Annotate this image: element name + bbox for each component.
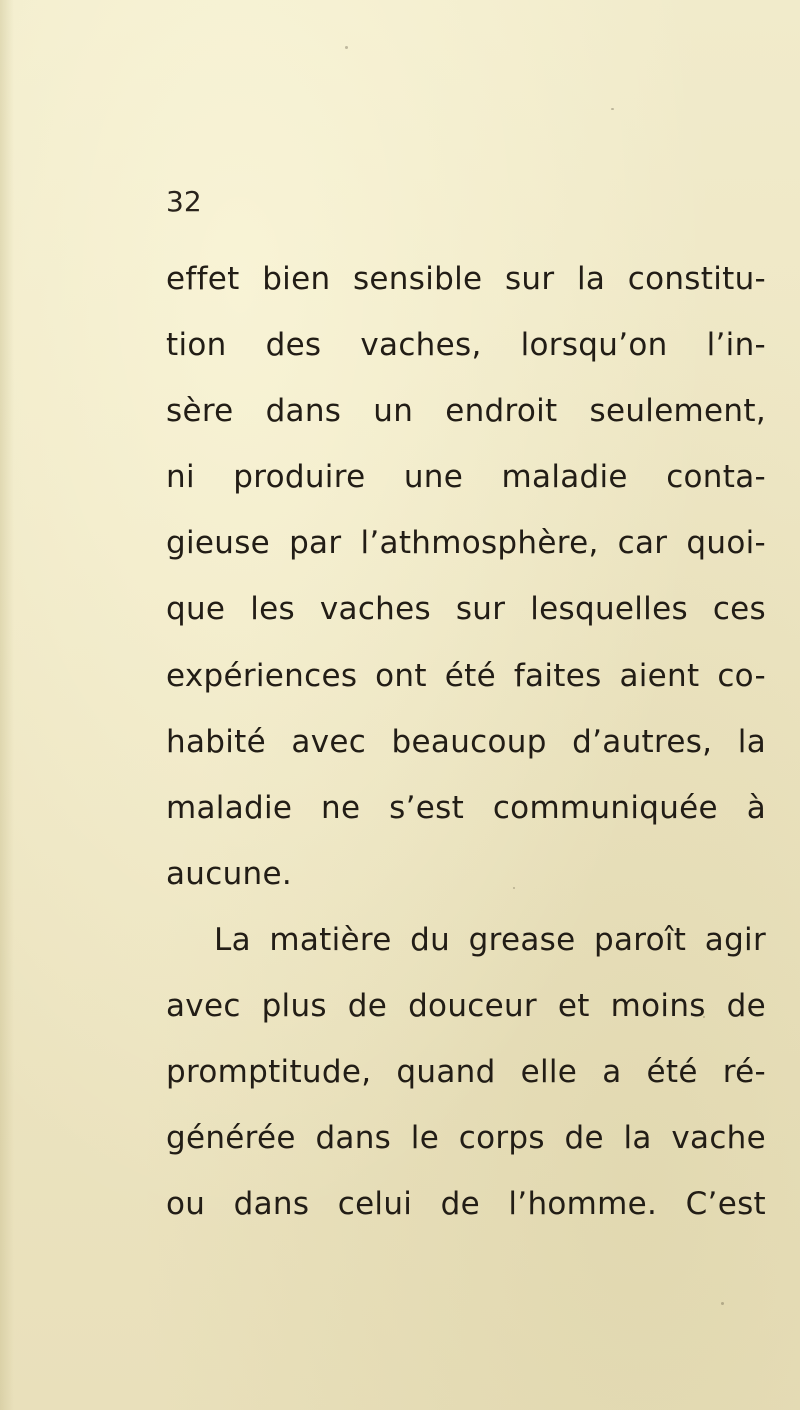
text-line: aucune. [166,855,293,892]
text-line: ou dans celui de l’homme. C’est [166,1186,766,1223]
text-line: habité avec beaucoup d’autres, la [166,723,766,760]
paper-speck [611,108,614,110]
text-line: ni produire une maladie conta- [166,459,766,496]
page-edge-shadow [0,0,14,1410]
text-line: effet bien sensible sur la constitu- [166,261,766,297]
text-line-paragraph-start: La matière du grease paroît agir [214,921,766,958]
paper-speck [345,46,348,49]
text-line: gieuse par l’athmosphère, car quoi- [166,525,766,562]
text-line: que les vaches sur lesquelles ces [166,591,766,628]
page-number: 32 [166,185,202,218]
text-line: avec plus de douceur et moins de [166,988,766,1025]
body-text [166,246,766,1237]
text-line: sère dans un endroit seulement, [166,393,766,430]
text-line: expériences ont été faites aient co- [166,657,766,694]
paper-speck [721,1302,724,1305]
text-line: promptitude, quand elle a été ré- [166,1054,766,1091]
text-line: maladie ne s’est communiquée à [166,789,766,826]
text-line: générée dans le corps de la vache [166,1120,766,1157]
text-line: tion des vaches, lorsqu’on l’in- [166,327,766,364]
